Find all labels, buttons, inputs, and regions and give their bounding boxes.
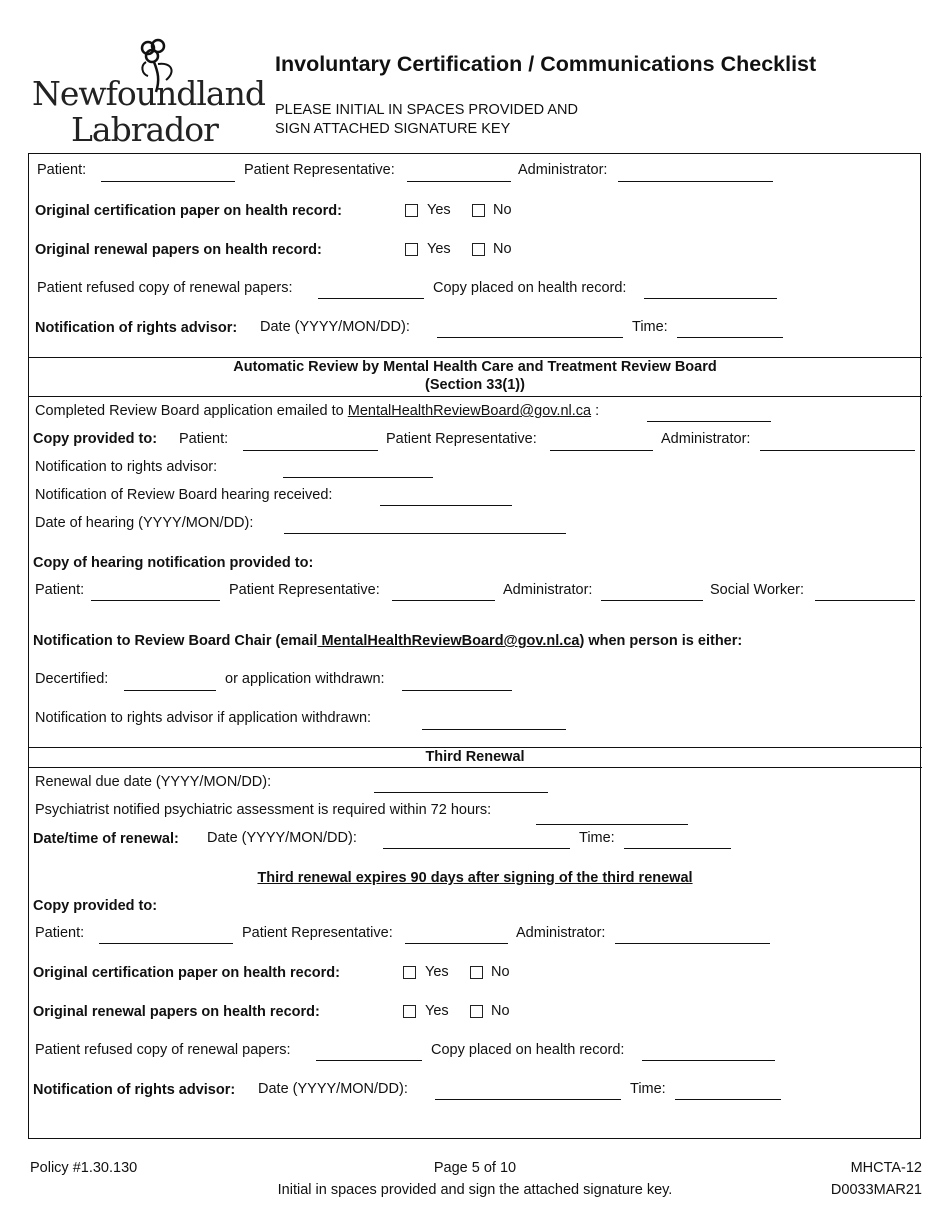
review-heading-line2: (Section 33(1)) (425, 377, 525, 393)
hearing-patient-field[interactable] (91, 600, 220, 601)
renewal-time-label: Time: (579, 830, 615, 846)
notif-hearing-field[interactable] (380, 505, 512, 506)
review-patient-field[interactable] (243, 450, 378, 451)
withdrawn-field[interactable] (402, 690, 512, 691)
administrator-initial-field[interactable] (618, 181, 773, 182)
notif-rights-time-field[interactable] (677, 337, 783, 338)
orig-cert-no-label: No (493, 202, 512, 218)
third-renewal-heading: Third Renewal (425, 749, 525, 765)
logo-text-labrador: Labrador (71, 110, 218, 149)
third-orig-cert-no-checkbox[interactable] (470, 966, 483, 979)
expires-note: Third renewal expires 90 days after signing of the third renewal (257, 870, 693, 886)
copy-provided-label: Copy provided to: (33, 431, 158, 447)
third-patient-field[interactable] (99, 943, 233, 944)
notif-hearing-label: Notification of Review Board hearing received: (35, 487, 333, 503)
notif-chair-row (33, 633, 742, 649)
third-patient-label: Patient: (35, 925, 85, 941)
review-board-email-link[interactable]: MentalHealthReviewBoard@gov.nl.ca (347, 403, 592, 419)
logo (32, 36, 265, 149)
patient-rep-label: Patient Representative: (244, 162, 395, 178)
orig-cert-no-checkbox[interactable] (472, 204, 485, 217)
footer-doc-code: D0033MAR21 (830, 1182, 922, 1198)
footer-page-number: Page 5 of 10 (433, 1160, 517, 1176)
third-administrator-label: Administrator: (516, 925, 606, 941)
third-notif-rights-time-field[interactable] (675, 1099, 781, 1100)
footer-instruction: Initial in spaces provided and sign the attached signature key. (277, 1182, 673, 1198)
third-notif-rights-date-field[interactable] (435, 1099, 621, 1100)
page-title: Involuntary Certification / Communications Checklist (275, 52, 817, 76)
third-orig-cert-no-label: No (491, 964, 510, 980)
hearing-administrator-field[interactable] (601, 600, 703, 601)
psych-notified-label: Psychiatrist notified psychiatric assessment is required within 72 hours: (35, 802, 492, 818)
third-refused-copy-label: Patient refused copy of renewal papers: (35, 1042, 291, 1058)
hearing-administrator-label: Administrator: (503, 582, 593, 598)
orig-renewal-no-checkbox[interactable] (472, 243, 485, 256)
review-patient-rep-label: Patient Representative: (386, 431, 537, 447)
third-orig-cert-yes-label: Yes (425, 964, 449, 980)
refused-copy-label: Patient refused copy of renewal papers: (37, 280, 293, 296)
divider (28, 747, 922, 748)
divider (28, 396, 922, 397)
due-date-field[interactable] (374, 792, 548, 793)
third-notif-rights-time-label: Time: (630, 1081, 666, 1097)
divider (28, 767, 922, 768)
notif-chair-post: ) when person is either: (579, 633, 743, 649)
completed-app-field[interactable] (647, 421, 771, 422)
review-notif-rights-label: Notification to rights advisor: (35, 459, 218, 475)
footer-form-code: MHCTA-12 (850, 1160, 922, 1176)
orig-cert-label: Original certification paper on health record: (35, 203, 342, 219)
review-heading-line1: Automatic Review by Mental Health Care and Treatment Review Board (233, 359, 717, 375)
third-orig-renewal-label: Original renewal papers on health record: (33, 1004, 320, 1020)
third-orig-renewal-yes-label: Yes (425, 1003, 449, 1019)
hearing-social-worker-label: Social Worker: (710, 582, 805, 598)
date-hearing-field[interactable] (284, 533, 566, 534)
renewal-time-field[interactable] (624, 848, 731, 849)
review-patient-rep-field[interactable] (550, 450, 653, 451)
review-notif-rights-field[interactable] (283, 477, 433, 478)
patient-label: Patient: (37, 162, 87, 178)
review-administrator-label: Administrator: (661, 431, 751, 447)
copy-placed-label: Copy placed on health record: (433, 280, 627, 296)
notif-rights-date-label: Date (YYYY/MON/DD): (260, 319, 410, 335)
hearing-social-worker-field[interactable] (815, 600, 915, 601)
hearing-patient-label: Patient: (35, 582, 85, 598)
copy-hearing-label: Copy of hearing notification provided to: (33, 555, 314, 571)
notif-rights-withdrawn-label: Notification to rights advisor if application withdrawn: (35, 710, 372, 726)
renewal-date-label: Date (YYYY/MON/DD): (207, 830, 357, 846)
header-instruction-line2: SIGN ATTACHED SIGNATURE KEY (275, 121, 511, 137)
hearing-patient-rep-label: Patient Representative: (229, 582, 380, 598)
third-notif-rights-date-label: Date (YYYY/MON/DD): (258, 1081, 408, 1097)
orig-cert-yes-checkbox[interactable] (405, 204, 418, 217)
third-patient-rep-label: Patient Representative: (242, 925, 393, 941)
third-orig-cert-yes-checkbox[interactable] (403, 966, 416, 979)
completed-app-row (35, 403, 599, 419)
third-orig-renewal-no-checkbox[interactable] (470, 1005, 483, 1018)
completed-app-label: Completed Review Board application emailed to (35, 403, 344, 419)
orig-cert-yes-label: Yes (427, 202, 451, 218)
orig-renewal-yes-label: Yes (427, 241, 451, 257)
completed-app-colon: : (595, 403, 600, 419)
patient-initial-field[interactable] (101, 181, 235, 182)
due-date-label: Renewal due date (YYYY/MON/DD): (35, 774, 272, 790)
refused-copy-field[interactable] (318, 298, 424, 299)
orig-renewal-label: Original renewal papers on health record: (35, 242, 322, 258)
third-copy-placed-label: Copy placed on health record: (431, 1042, 625, 1058)
review-administrator-field[interactable] (760, 450, 915, 451)
decertified-field[interactable] (124, 690, 216, 691)
footer-policy: Policy #1.30.130 (30, 1160, 138, 1176)
withdrawn-label: or application withdrawn: (225, 671, 385, 687)
notif-rights-date-field[interactable] (437, 337, 623, 338)
patient-rep-initial-field[interactable] (407, 181, 511, 182)
notif-rights-label: Notification of rights advisor: (35, 320, 238, 336)
logo-text-newfoundland: Newfoundland (32, 74, 265, 113)
third-administrator-field[interactable] (615, 943, 770, 944)
copy-placed-field[interactable] (644, 298, 777, 299)
administrator-label: Administrator: (518, 162, 608, 178)
psych-notified-field[interactable] (536, 824, 688, 825)
third-refused-copy-field[interactable] (316, 1060, 422, 1061)
date-hearing-label: Date of hearing (YYYY/MON/DD): (35, 515, 254, 531)
third-patient-rep-field[interactable] (405, 943, 508, 944)
decertified-label: Decertified: (35, 671, 109, 687)
datetime-renewal-label: Date/time of renewal: (33, 831, 179, 847)
third-notif-rights-label: Notification of rights advisor: (33, 1082, 236, 1098)
divider (28, 357, 922, 358)
notif-rights-time-label: Time: (632, 319, 668, 335)
third-orig-cert-label: Original certification paper on health record: (33, 965, 340, 981)
orig-renewal-no-label: No (493, 241, 512, 257)
renewal-date-field[interactable] (383, 848, 570, 849)
notif-rights-withdrawn-field[interactable] (422, 729, 566, 730)
header-instruction-line1: PLEASE INITIAL IN SPACES PROVIDED AND (275, 102, 578, 118)
third-copy-placed-field[interactable] (642, 1060, 775, 1061)
orig-renewal-yes-checkbox[interactable] (405, 243, 418, 256)
notif-chair-pre: Notification to Review Board Chair (email (33, 633, 318, 649)
third-orig-renewal-yes-checkbox[interactable] (403, 1005, 416, 1018)
third-orig-renewal-no-label: No (491, 1003, 510, 1019)
review-patient-label: Patient: (179, 431, 229, 447)
notif-chair-email-link[interactable]: MentalHealthReviewBoard@gov.nl.ca (317, 633, 580, 649)
hearing-patient-rep-field[interactable] (392, 600, 495, 601)
third-copy-provided-label: Copy provided to: (33, 898, 158, 914)
